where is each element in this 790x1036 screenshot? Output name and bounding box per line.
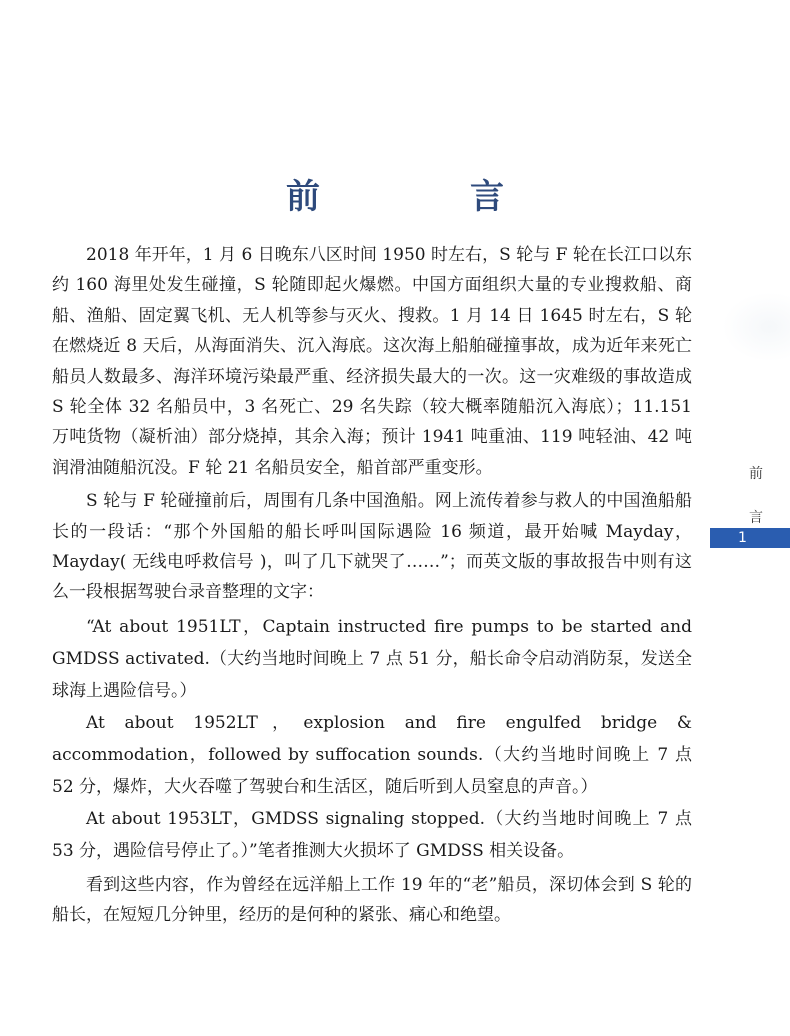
paragraph-2: S 轮与 F 轮碰撞前后，周围有几条中国渔船。网上流传着参与救人的中国渔船船长的一段话：“那个外国船的船长呼叫国际遇险 16 频道，最开始喊 Mayday，Mayday( 无线电呼救信号 )，叫了几下就哭了……”；而英文版的事故报告中则有这么一段根据驾驶台录音整理的文字： (52, 491, 692, 603)
paragraph-4: At about 1952LT，explosion and fire engulfed bridge & accommodation，followed by suffocation sounds.（大约当地时间晚上 7 点 52 分，爆炸，大火吞噬了驾驶台和生活区，随后听到人员窒息的声音。） (52, 712, 692, 797)
paragraph-5: At about 1953LT，GMDSS signaling stopped.（大约当地时间晚上 7 点 53 分，遇险信号停止了。）”笔者推测大火损坏了 GMDSS 相关设备。 (52, 808, 692, 861)
side-tab-char-1: 前 (749, 466, 763, 482)
side-tab-char-2: 言 (749, 510, 763, 526)
page-number: 1 (710, 528, 790, 548)
paragraph-3: “At about 1951LT，Captain instructed fire pumps to be started and GMDSS activated.（大约当地时间晚上 7 点 51 分，船长命令启动消防泵，发送全球海上遇险信号。） (52, 616, 692, 701)
page-title: 前 言 (286, 176, 562, 217)
body-text (52, 240, 692, 931)
paragraph-1: 2018 年开年，1 月 6 日晚东八区时间 1950 时左右，S 轮与 F 轮在长江口以东约 160 海里处发生碰撞，S 轮随即起火爆燃。中国方面组织大量的专业搜救船、商船、渔船、固定翼飞机、无人机等参与灭火、搜救。1 月 14 日 1645 时左右，S 轮在燃烧近 8 天后，从海面消失、沉入海底。这次海上船舶碰撞事故，成为近年来死亡船员人数最多、海洋环境污染最严重、经济损失最大的一次。这一灾难级的事故造成 S 轮全体 32 名船员中，3 名死亡、29 名失踪（较大概率随船沉入海底）；11.151 万吨货物（凝析油）部分烧掉，其余入海；预计 1941 吨重油、119 吨轻油、42 吨润滑油随船沉没。F 轮 21 名船员安全，船首部严重变形。 (52, 245, 692, 478)
chapter-side-tab (710, 462, 790, 548)
paragraph-6: 看到这些内容，作为曾经在远洋船上工作 19 年的“老”船员，深切体会到 S 轮的船长，在短短几分钟里，经历的是何种的紧张、痛心和绝望。 (52, 874, 692, 926)
page-edge-mark (722, 292, 790, 362)
